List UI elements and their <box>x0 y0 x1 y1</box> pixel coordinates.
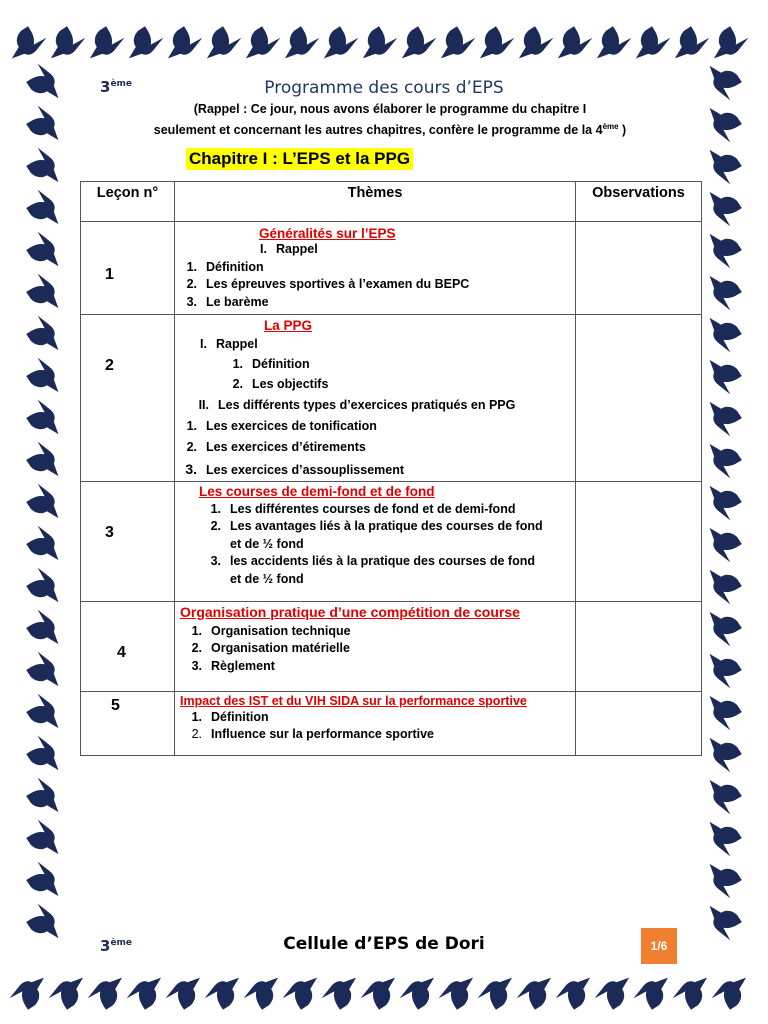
list-item: 2. Influence sur la performance sportive <box>191 727 434 741</box>
footer-level-number: 3 <box>100 937 111 955</box>
list-item: 2. Les épreuves sportives à l’examen du BEPC <box>186 277 470 291</box>
lesson-title: La PPG <box>264 318 313 333</box>
swallow-icon <box>710 318 742 353</box>
lesson-number-cell <box>81 691 175 755</box>
swallow-icon <box>26 232 58 267</box>
table-row <box>81 691 702 755</box>
swallow-icon <box>710 276 742 311</box>
swallow-icon <box>363 26 398 58</box>
page-title: Programme des cours d’EPS <box>264 78 504 98</box>
swallow-icon <box>205 978 240 1010</box>
swallow-icon <box>595 978 630 1010</box>
swallow-icon <box>710 444 742 479</box>
swallow-icon <box>324 26 359 58</box>
list-item: 2. Les avantages liés à la pratique des courses de fond <box>210 519 543 533</box>
swallow-icon <box>710 486 742 521</box>
swallow-icon <box>26 904 58 939</box>
swallow-icon <box>400 978 435 1010</box>
swallow-icon <box>714 26 749 58</box>
list-item: 1. Les exercices de tonification <box>186 418 377 433</box>
swallow-icon <box>207 26 242 58</box>
table-row <box>81 222 702 315</box>
lesson-number: 1 <box>105 266 114 283</box>
swallow-icon <box>441 26 476 58</box>
swallow-icon <box>26 862 58 897</box>
lesson-number: 5 <box>111 696 120 714</box>
swallow-icon <box>285 26 320 58</box>
swallow-icon <box>710 864 742 899</box>
swallow-icon <box>439 978 474 1010</box>
header-level-number: 3 <box>100 78 111 96</box>
lesson-title: Organisation pratique d’une compétition de course <box>180 603 520 620</box>
list-item: 1. Définition <box>232 356 310 371</box>
swallow-icon <box>51 26 86 58</box>
lesson-number: 4 <box>117 643 126 661</box>
chapter-title: Chapitre I : L’EPS et la PPG <box>186 148 413 170</box>
swallow-icon <box>10 978 45 1010</box>
swallow-icon <box>710 570 742 605</box>
swallow-icon <box>168 26 203 58</box>
swallow-icon <box>26 106 58 141</box>
swallow-icon <box>12 26 47 58</box>
swallow-icon <box>322 978 357 1010</box>
swallow-icon <box>26 442 58 477</box>
swallow-icon <box>517 978 552 1010</box>
swallow-icon <box>636 26 671 58</box>
list-item: 3. Règlement <box>191 658 275 673</box>
swallow-icon <box>26 610 58 645</box>
swallow-icon <box>361 978 396 1010</box>
lesson-number-cell <box>81 222 175 315</box>
header-lesson: Leçon n° <box>81 182 175 222</box>
swallow-icon <box>710 654 742 689</box>
swallow-icon <box>556 978 591 1010</box>
rappel-line-2 <box>80 118 700 139</box>
swallow-icon <box>710 234 742 269</box>
swallow-icon <box>710 402 742 437</box>
swallow-icon <box>246 26 281 58</box>
swallow-icon <box>26 274 58 309</box>
swallow-icon <box>673 978 708 1010</box>
swallow-icon <box>90 26 125 58</box>
footer-title: Cellule d’EPS de Dori <box>283 934 485 954</box>
list-item: I. Rappel <box>260 242 318 256</box>
themes-cell <box>175 315 576 482</box>
swallow-icon <box>710 528 742 563</box>
swallow-icon <box>26 778 58 813</box>
rappel-note <box>80 101 700 139</box>
swallow-icon <box>244 978 279 1010</box>
swallow-icon <box>26 484 58 518</box>
swallow-icon <box>712 978 747 1010</box>
swallow-icon <box>26 190 58 225</box>
swallow-icon <box>26 526 58 561</box>
table-row <box>81 601 702 691</box>
lesson-title: Généralités sur l’EPS <box>259 226 396 241</box>
list-item: 1. Définition <box>191 709 269 724</box>
observations-cell <box>576 222 702 315</box>
swallow-icon <box>710 696 742 731</box>
swallow-icon <box>283 978 318 1010</box>
swallow-icon <box>710 780 742 815</box>
themes-cell <box>175 222 576 315</box>
lesson-number-cell <box>81 481 175 601</box>
swallow-icon <box>166 978 201 1010</box>
swallow-icon <box>49 978 84 1010</box>
swallow-icon <box>519 26 554 58</box>
header-level-sup: ème <box>110 79 133 89</box>
observations-cell <box>576 481 702 601</box>
swallow-icon <box>26 316 58 351</box>
swallow-icon <box>710 192 742 227</box>
page-number-badge: 1/6 <box>641 928 677 964</box>
observations-cell <box>576 601 702 691</box>
swallow-icon <box>710 822 742 857</box>
swallow-icon <box>129 26 164 58</box>
header-observations: Observations <box>576 182 702 222</box>
swallow-icon <box>26 736 58 771</box>
list-item-continuation: et de ½ fond <box>230 536 304 551</box>
rappel-end: ) <box>618 123 627 138</box>
swallow-icon <box>26 358 58 393</box>
lesson-number-cell <box>81 315 175 482</box>
themes-cell <box>175 691 576 755</box>
swallow-icon <box>710 738 742 773</box>
swallow-icon <box>710 360 742 395</box>
list-item: II. Les différents types d’exercices pratiqués en PPG <box>198 397 516 412</box>
swallow-icon <box>26 568 58 603</box>
program-table <box>80 181 702 756</box>
swallow-icon <box>26 148 58 183</box>
rappel-line-2-text: seulement et concernant les autres chapitres, confère le programme de la 4 <box>153 123 603 138</box>
swallow-icon <box>26 694 58 729</box>
themes-cell <box>175 601 576 691</box>
list-item: 1. Les différentes courses de fond et de demi-fond <box>210 501 516 516</box>
swallow-icon <box>710 108 742 142</box>
lesson-number: 2 <box>105 357 114 374</box>
themes-cell <box>175 481 576 601</box>
swallow-icon <box>402 26 437 58</box>
swallow-icon <box>558 26 593 58</box>
swallow-icon <box>478 978 512 1010</box>
header-themes: Thèmes <box>175 182 576 222</box>
list-item: 2. Organisation matérielle <box>191 641 350 655</box>
table-row <box>81 315 702 482</box>
lesson-title: Les courses de demi-fond et de fond <box>199 483 435 499</box>
swallow-icon <box>26 400 58 435</box>
list-item: 3. Le barème <box>186 294 269 309</box>
swallow-icon <box>127 978 162 1010</box>
list-item: 3. les accidents liés à la pratique des courses de fond <box>210 554 535 568</box>
observations-cell <box>576 315 702 482</box>
swallow-icon <box>26 820 58 855</box>
lesson-number-cell <box>81 601 175 691</box>
swallow-icon <box>634 978 669 1010</box>
rappel-line-1: (Rappel : Ce jour, nous avons élaborer le programme du chapitre I <box>193 102 587 116</box>
swallow-icon <box>480 26 515 58</box>
swallow-icon <box>26 652 58 687</box>
observations-cell <box>576 691 702 755</box>
footer-level-sup: ème <box>110 938 133 948</box>
list-item: 2. Les objectifs <box>232 376 329 391</box>
list-item: 1. Définition <box>186 259 264 274</box>
list-item: 3. Les exercices d’assouplissement <box>185 460 405 477</box>
swallow-icon <box>710 612 742 647</box>
list-item: 1. Organisation technique <box>191 623 351 638</box>
list-item: 2. Les exercices d’étirements <box>186 439 366 454</box>
list-item-continuation: et de ½ fond <box>230 571 304 586</box>
swallow-icon <box>88 978 123 1010</box>
swallow-icon <box>675 26 710 58</box>
table-header-row <box>81 182 702 222</box>
lesson-title: Impact des IST et du VIH SIDA sur la performance sportive <box>180 693 527 708</box>
table-row <box>81 481 702 601</box>
rappel-sup: ème <box>602 122 619 131</box>
lesson-number: 3 <box>105 523 114 541</box>
swallow-icon <box>710 150 742 185</box>
swallow-icon <box>597 26 632 58</box>
list-item: I. Rappel <box>200 337 258 351</box>
